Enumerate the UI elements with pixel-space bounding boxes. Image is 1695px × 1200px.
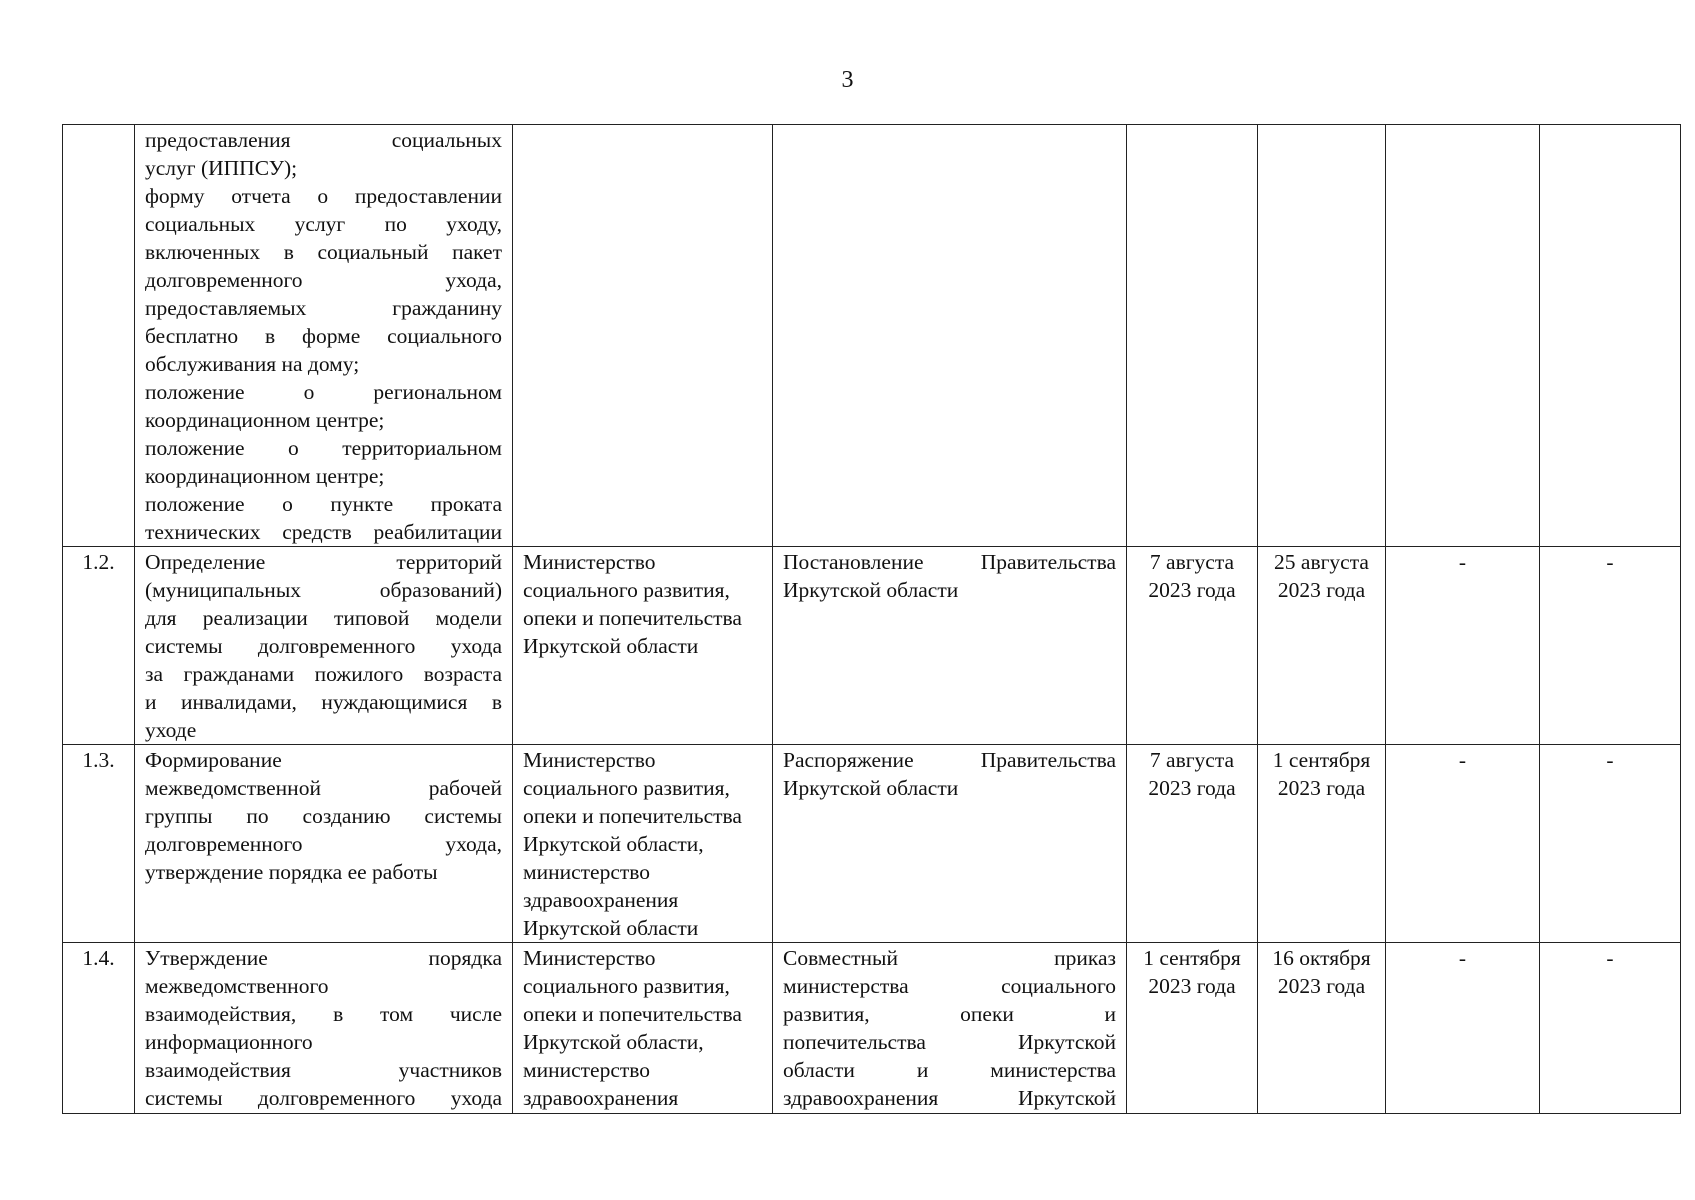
responsible-cell	[513, 547, 773, 745]
column-8-cell: -	[1540, 745, 1681, 943]
responsible-cell	[513, 125, 773, 547]
document-cell	[773, 745, 1127, 943]
text-line: Министерство	[523, 946, 656, 970]
document-cell	[773, 125, 1127, 547]
table-row	[63, 745, 1681, 943]
text-line: межведомственной рабочей	[145, 776, 502, 800]
column-8-cell: -	[1540, 547, 1681, 745]
text-line: 2023 года	[1148, 578, 1236, 602]
text-line: включенных в социальный пакет	[145, 240, 502, 264]
text-line: предоставления социальных	[145, 128, 502, 152]
text-line: 1 сентября	[1272, 748, 1371, 772]
text-line: Иркутской области,	[523, 1030, 704, 1054]
text-line: Иркутской области	[783, 776, 959, 800]
text-line: положение о пункте проката	[145, 492, 502, 516]
text-line: Иркутской области	[783, 578, 959, 602]
text-line: Формирование	[145, 748, 282, 772]
text-line: здравоохранения	[523, 888, 679, 912]
end-date-cell	[1258, 547, 1386, 745]
text-line: Определение территорий	[145, 550, 502, 574]
event-cell	[135, 125, 513, 547]
text-line: услуг (ИППСУ);	[145, 156, 298, 180]
text-line: долговременного ухода,	[145, 832, 502, 856]
text-line: области и министерства	[783, 1058, 1116, 1082]
text-line: 2023 года	[1277, 578, 1366, 602]
text-line: здравоохранения Иркутской	[783, 1086, 1116, 1110]
text-line: для реализации типовой модели	[145, 606, 502, 630]
text-line: за гражданами пожилого возраста	[145, 662, 502, 686]
row-number: 1.4.	[63, 943, 135, 1114]
text-line: 2023 года	[1277, 776, 1366, 800]
start-date-cell	[1127, 547, 1258, 745]
text-line: Иркутской области	[523, 916, 699, 940]
text-line: предоставляемых гражданину	[145, 296, 502, 320]
text-line: 2023 года	[1148, 776, 1236, 800]
text-line: группы по созданию системы	[145, 804, 502, 828]
start-date-cell	[1127, 943, 1258, 1114]
text-line: Постановление Правительства	[783, 550, 1116, 574]
text-line: 25 августа	[1274, 550, 1369, 574]
text-line: координационном центре;	[145, 408, 385, 432]
text-line: Иркутской области	[523, 634, 699, 658]
text-line: министерство	[523, 860, 651, 884]
column-7-cell: -	[1386, 547, 1540, 745]
column-7-cell: -	[1386, 943, 1540, 1114]
text-line: обслуживания на дому;	[145, 352, 360, 376]
text-line: координационном центре;	[145, 464, 385, 488]
text-line: 16 октября	[1272, 946, 1371, 970]
text-line: бесплатно в форме социального	[145, 324, 502, 348]
text-line: форму отчета о предоставлении	[145, 184, 502, 208]
responsible-cell	[513, 943, 773, 1114]
column-8-cell: -	[1540, 943, 1681, 1114]
text-line: развития, опеки и	[783, 1002, 1116, 1026]
text-line: (муниципальных образований)	[145, 578, 502, 602]
text-line: Иркутской области,	[523, 832, 704, 856]
text-line: 1 сентября	[1143, 946, 1241, 970]
text-line: Министерство	[523, 550, 656, 574]
column-7-cell	[1386, 125, 1540, 547]
text-line: взаимодействия участников	[145, 1058, 502, 1082]
column-8-cell	[1540, 125, 1681, 547]
text-line: попечительства Иркутской	[783, 1030, 1116, 1054]
text-line: взаимодействия, в том числе	[145, 1002, 502, 1026]
action-plan-table	[62, 124, 1681, 1114]
column-7-cell: -	[1386, 745, 1540, 943]
event-cell	[135, 547, 513, 745]
text-line: положение о территориальном	[145, 436, 502, 460]
page-number: 3	[841, 67, 854, 93]
text-line: и инвалидами, нуждающимися в	[145, 690, 502, 714]
text-line: Совместный приказ	[783, 946, 1116, 970]
text-line: 7 августа	[1149, 748, 1235, 772]
text-line: социальных услуг по уходу,	[145, 212, 502, 236]
text-line: межведомственного	[145, 974, 329, 998]
end-date-cell	[1258, 745, 1386, 943]
text-line: информационного	[145, 1030, 313, 1054]
text-line: системы долговременного ухода	[145, 1086, 502, 1110]
text-line: 7 августа	[1149, 550, 1235, 574]
text-line: опеки и попечительства	[523, 606, 742, 630]
text-line: социального развития,	[523, 776, 730, 800]
event-cell	[135, 943, 513, 1114]
text-line: системы долговременного ухода	[145, 634, 502, 658]
text-line: Министерство	[523, 748, 656, 772]
text-line: положение о региональном	[145, 380, 502, 404]
document-cell	[773, 943, 1127, 1114]
event-cell	[135, 745, 513, 943]
table-row	[63, 943, 1681, 1114]
responsible-cell	[513, 745, 773, 943]
row-number: 1.2.	[63, 547, 135, 745]
text-line: уходе	[145, 718, 197, 742]
text-line: социального развития,	[523, 974, 730, 998]
text-line: технических средств реабилитации	[145, 520, 502, 544]
text-line: министерства социального	[783, 974, 1116, 998]
end-date-cell	[1258, 943, 1386, 1114]
document-cell	[773, 547, 1127, 745]
text-line: утверждение порядка ее работы	[145, 860, 438, 884]
text-line: Распоряжение Правительства	[783, 748, 1116, 772]
text-line: долговременного ухода,	[145, 268, 502, 292]
end-date-cell	[1258, 125, 1386, 547]
text-line: опеки и попечительства	[523, 1002, 742, 1026]
text-line: социального развития,	[523, 578, 730, 602]
text-line: опеки и попечительства	[523, 804, 742, 828]
table-row	[63, 547, 1681, 745]
text-line: 2023 года	[1277, 974, 1366, 998]
row-number: 1.3.	[63, 745, 135, 943]
text-line: здравоохранения	[523, 1086, 679, 1110]
row-number	[63, 125, 135, 547]
text-line: Утверждение порядка	[145, 946, 502, 970]
text-line: 2023 года	[1148, 974, 1236, 998]
start-date-cell	[1127, 745, 1258, 943]
table-row	[63, 125, 1681, 547]
start-date-cell	[1127, 125, 1258, 547]
text-line: министерство	[523, 1058, 651, 1082]
